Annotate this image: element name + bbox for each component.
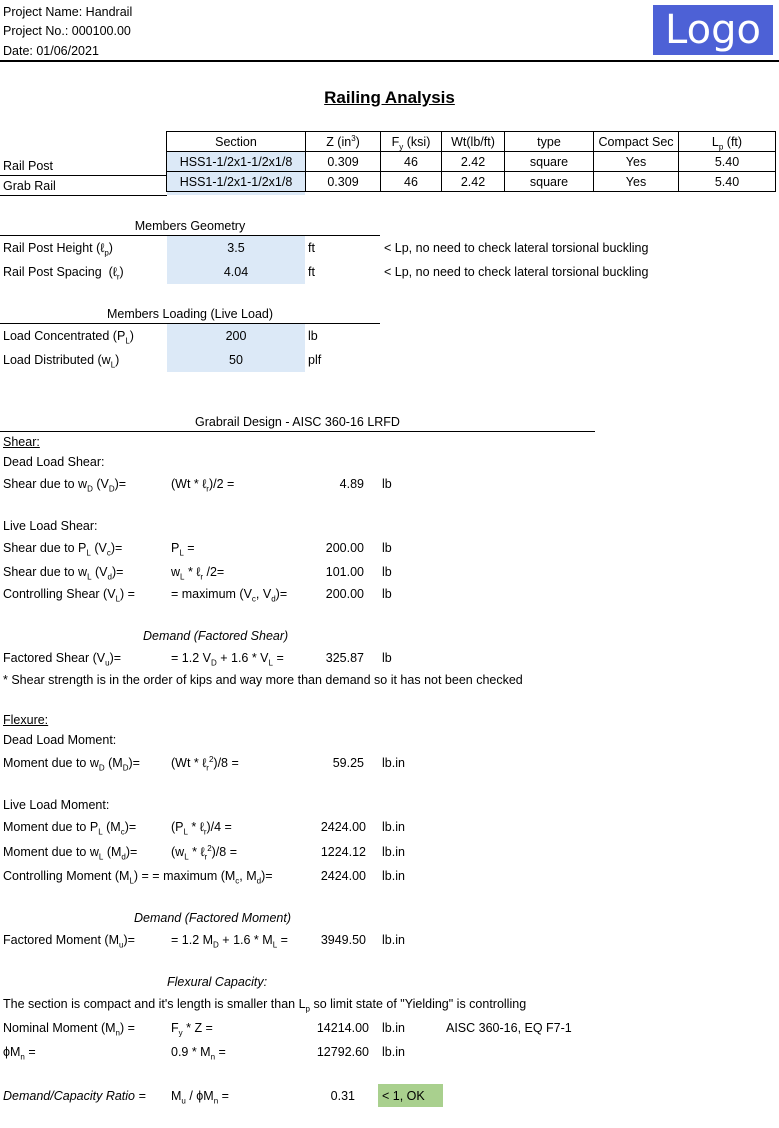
ratio-label: Demand/Capacity Ratio = (3, 1089, 146, 1103)
page-title: Railing Analysis (324, 88, 455, 107)
vu-label: Factored Shear $(V_u)=$ (3, 651, 122, 668)
load-concentrated-input[interactable]: 200 (225, 329, 247, 343)
live-moment-heading: Live Load Moment: (3, 798, 110, 812)
vdl-unit: lb (382, 565, 392, 579)
demand-shear-heading: Demand (Factored Shear) (143, 629, 289, 643)
mc-value: 2424.00 (320, 820, 366, 834)
project-number: Project No.: 000100.00 (3, 24, 131, 38)
vc-value: 200.00 (325, 541, 364, 555)
loading-heading: Members Loading (Live Load) (106, 307, 274, 321)
ml-unit: lb.in (382, 869, 405, 883)
post-spacing-input[interactable]: 4.04 (223, 265, 249, 279)
phimn-formula: $0.9 * M_n$ = (171, 1045, 226, 1062)
mn-unit: lb.in (382, 1021, 405, 1035)
md-formula: (Wt * ℓ$_r^2$)/8 = (171, 754, 239, 773)
z-value: 0.309 (306, 152, 381, 172)
type-value: square (505, 172, 594, 192)
post-height-input[interactable]: 3.5 (227, 241, 245, 255)
table-row (167, 172, 776, 192)
header-divider (0, 60, 779, 62)
vc-unit: lb (382, 541, 392, 555)
mu-formula: = 1.2 $M_D + 1.6 * M_L$ = (171, 933, 288, 950)
wt-value: 2.42 (442, 152, 505, 172)
vd-unit: lb (382, 477, 392, 491)
md-value: 59.25 (332, 756, 364, 770)
flexure-heading: Flexure: (3, 713, 49, 727)
load-concentrated-unit: lb (308, 329, 318, 343)
vd-formula: (Wt * ℓ$_r$)/2 = (171, 477, 235, 494)
dead-moment-heading: Dead Load Moment: (3, 733, 117, 747)
ml-label: Controlling Moment $(M_L)$ = = maximum ($M_c$, $M_d)=$ (3, 869, 273, 886)
vu-formula: = 1.2 $V_D + 1.6 * V_L$ = (171, 651, 284, 668)
load-distributed-input[interactable]: 50 (229, 353, 243, 367)
post-height-unit: ft (308, 241, 315, 255)
mc-unit: lb.in (382, 820, 405, 834)
compact-value: Yes (594, 152, 679, 172)
ratio-result: < 1, OK (382, 1089, 425, 1103)
ml-value: 2424.00 (320, 869, 366, 883)
compact-value: Yes (594, 172, 679, 192)
col-z: Z $(in^3)$ (306, 132, 381, 152)
mc-label: Moment due to $P_L$ $(M_c)=$ (3, 820, 137, 837)
post-height-label: Rail Post Height (ℓ$_p$) (3, 241, 113, 258)
md-unit: lb.in (382, 756, 405, 770)
project-name: Project Name: Handrail (3, 5, 133, 19)
demand-moment-heading: Demand (Factored Moment) (134, 911, 292, 925)
vdl-label: Shear due to $w_L$ $(V_d)=$ (3, 565, 124, 582)
row-label-rail-post: Rail Post (3, 159, 54, 173)
lp-value: 5.40 (679, 152, 776, 172)
lp-value: 5.40 (679, 172, 776, 192)
mc-formula: ($P_L$ * ℓ$_r$)/4 = (171, 820, 232, 837)
mu-value: 3949.50 (320, 933, 366, 947)
section-value[interactable]: HSS1-1/2x1-1/2x1/8 (167, 152, 306, 172)
mn-label: Nominal Moment $(M_n)$ = (3, 1021, 135, 1038)
mu-unit: lb.in (382, 933, 405, 947)
vdl-value: 101.00 (325, 565, 364, 579)
shear-note: * Shear strength is in the order of kips and way more than demand so it has not been checked (3, 673, 523, 687)
mn-formula: $F_y$ * Z = (171, 1021, 213, 1038)
mdl-value: 1224.12 (320, 845, 366, 859)
row-divider (0, 195, 167, 196)
post-spacing-note: < Lp, no need to check lateral torsional buckling (384, 265, 649, 279)
mn-value: 14214.00 (316, 1021, 369, 1035)
mdl-formula: ($w_L$ * ℓ$_r^2$)/8 = (171, 843, 238, 862)
dead-shear-heading: Dead Load Shear: (3, 455, 105, 469)
vu-unit: lb (382, 651, 392, 665)
z-value: 0.309 (306, 172, 381, 192)
section-value[interactable]: HSS1-1/2x1-1/2x1/8 (167, 172, 306, 192)
col-lp: $L_p$ (ft) (679, 132, 776, 152)
geometry-heading: Members Geometry (134, 219, 246, 233)
fy-value: 46 (381, 172, 442, 192)
type-value: square (505, 152, 594, 172)
vd-value: 4.89 (339, 477, 364, 491)
mdl-label: Moment due to $w_L$ $(M_d)=$ (3, 845, 138, 862)
post-spacing-unit: ft (308, 265, 315, 279)
table-header-row (167, 132, 776, 152)
ratio-value: 0.31 (330, 1089, 355, 1103)
load-concentrated-label: Load Concentrated $(P_L)$ (3, 329, 134, 346)
col-wt: Wt(lb/ft) (442, 132, 505, 152)
phimn-label: $\phi M_n$ = (3, 1045, 36, 1062)
vl-label: Controlling Shear $(V_L)$ = (3, 587, 135, 604)
vd-label: Shear due to $w_D$ $(V_D)=$ (3, 477, 127, 494)
project-date: Date: 01/06/2021 (3, 44, 99, 58)
row-divider (0, 175, 167, 176)
section-table (166, 131, 776, 192)
post-spacing-label: Rail Post Spacing (ℓ$_r$) (3, 265, 124, 282)
logo: Logo (653, 5, 773, 55)
vl-unit: lb (382, 587, 392, 601)
capacity-note: The section is compact and it's length is smaller than $L_p$ so limit state of "Yielding" is controlling (3, 997, 527, 1014)
ratio-formula: $M_u / \phi M_n$ = (171, 1089, 229, 1106)
row-label-grab-rail: Grab Rail (3, 179, 56, 193)
shear-heading: Shear: (3, 435, 40, 449)
md-label: Moment due to $w_D$ $(M_D)=$ (3, 756, 140, 773)
design-heading: Grabrail Design - AISC 360-16 LRFD (195, 415, 400, 429)
col-compact: Compact Sec (594, 132, 679, 152)
design-underline (0, 431, 595, 432)
phimn-unit: lb.in (382, 1045, 405, 1059)
col-type: type (505, 132, 594, 152)
vu-value: 325.87 (325, 651, 364, 665)
phimn-value: 12792.60 (316, 1045, 369, 1059)
table-row (167, 152, 776, 172)
fy-value: 46 (381, 152, 442, 172)
live-shear-heading: Live Load Shear: (3, 519, 98, 533)
mu-label: Factored Moment $(M_u)=$ (3, 933, 135, 950)
col-section: Section (167, 132, 306, 152)
capacity-heading: Flexural Capacity: (167, 975, 268, 989)
load-distributed-unit: plf (308, 353, 322, 367)
vl-formula: = maximum ($V_c$, $V_d)=$ (171, 587, 288, 604)
post-height-note: < Lp, no need to check lateral torsional buckling (384, 241, 649, 255)
col-fy: $F_y$ (ksi) (381, 132, 442, 152)
mn-reference: AISC 360-16, EQ F7-1 (446, 1021, 572, 1035)
vl-value: 200.00 (325, 587, 364, 601)
vc-formula: $P_L$ = (171, 541, 195, 558)
mdl-unit: lb.in (382, 845, 405, 859)
load-distributed-label: Load Distributed $(w_L)$ (3, 353, 120, 370)
wt-value: 2.42 (442, 172, 505, 192)
vdl-formula: $w_L$ * ℓ$_r$ /2= (171, 565, 225, 582)
vc-label: Shear due to $P_L$ $(V_c)=$ (3, 541, 123, 558)
